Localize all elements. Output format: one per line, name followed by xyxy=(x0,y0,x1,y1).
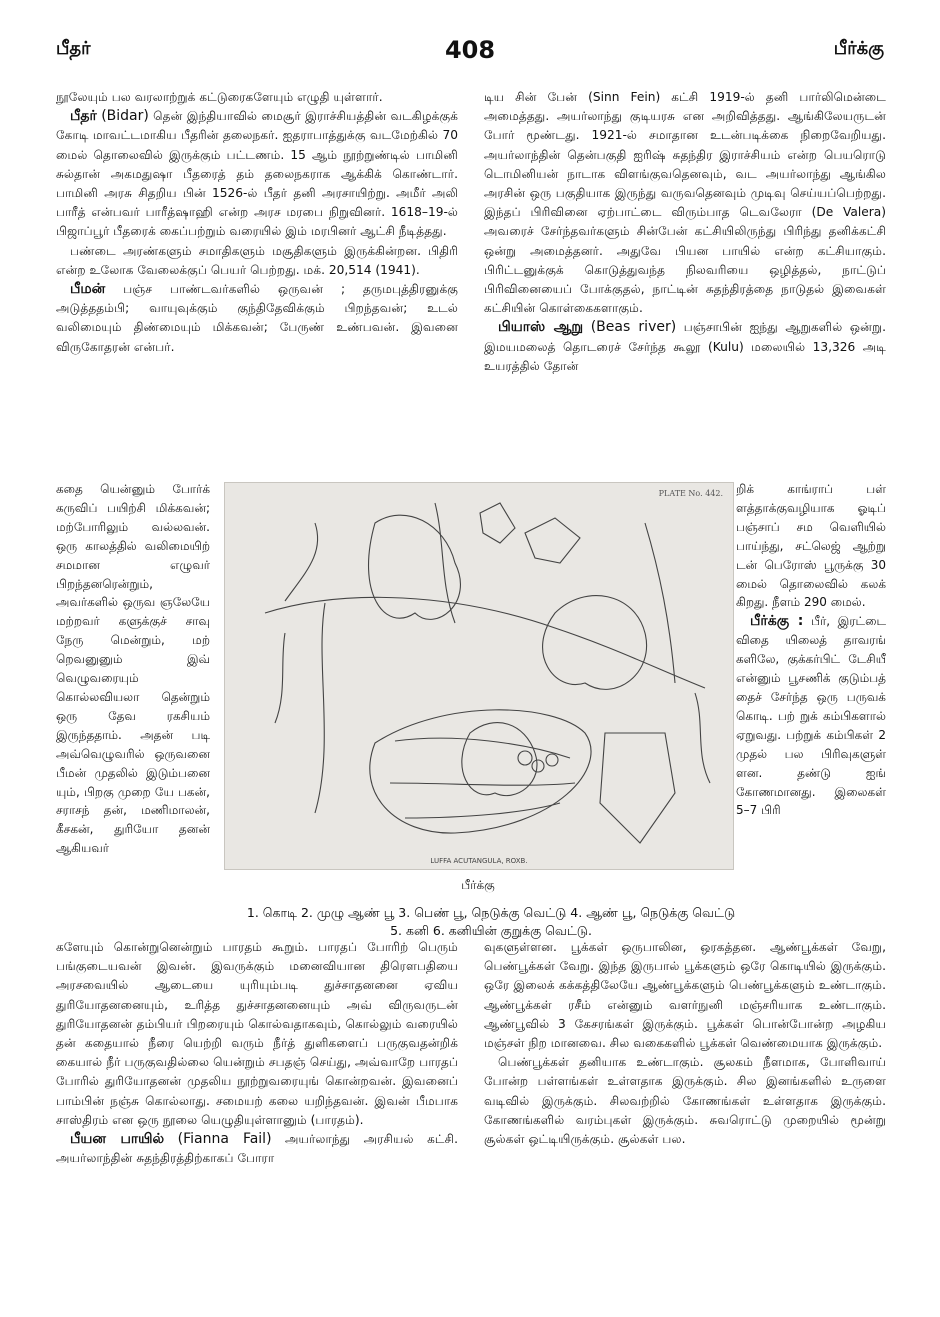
entry-bheeman-continued: களேயும் கொன்றுனென்றும் பாரதம் கூறும். பாரதப் போரிற் பெரும் பங்குடையவன் இவன். இவருக்கும் மனைவியான திரௌபதியை அரசவையில் ஆடையை யுரியும்படி துச்சாதனனை ஏவிய துரியோதனனையும், உரித்த துச்சாதனனையும் அவ் விருவருடன் துரியோதனன் தம்பியர் பிறரையும் கொல்வதாகவும், கொல்லும் வரையில் தன் கதையால் நீரை யெற்றி வரும் நீர்த் துளிகளைப் பருகுவதன்றிக் கையால் நீர் பருகுவதில்லை யென்றும் சபதஞ் செய்து, அவ்வாறே பாரதப் போரில் துரியோதனன் முதலிய நூற்றுவரையுங் கொன்றவன். இவனைப் பாம்பின் நஞ்சு கொல்லாது. சமையற் கலை யறிந்தவன். இவன் பீமபாக சாஸ்திரம் என ஒரு நூலை யெழுதியுள்ளானும் (பாரதம்). xyxy=(56,940,458,1127)
hanging-stem xyxy=(315,603,325,813)
headword-bidar: பீதர் xyxy=(70,108,97,125)
headword-peerkku: பீர்க்கு : xyxy=(750,613,804,630)
latin-bidar: (Bidar) xyxy=(101,108,149,125)
latin-beas: (Beas river) xyxy=(590,319,677,336)
latin-fianna: (Fianna Fail) xyxy=(177,1131,272,1148)
male-flower xyxy=(525,518,580,563)
entry-bidar xyxy=(56,107,458,241)
vine-stem xyxy=(265,597,705,688)
headword-bheeman: பீமன் xyxy=(70,281,106,298)
entry-beas-continued: றிக் காங்ராப் பள் ளத்தாக்குவழியாக ஓடிப் பஞ்சாப் சம வெளியில் பாய்ந்து, சட்லெஜ் ஆற்று டன் பெரோஸ் பூருக்கு 30 மைல் தொலைவில் கலக் கிறது. நீளம் 290 மைல். xyxy=(736,482,886,610)
tendril xyxy=(285,523,318,601)
young-fruit xyxy=(645,523,675,683)
figure-title: பீர்க்கு xyxy=(461,878,495,892)
left-column-top xyxy=(56,88,458,357)
luffa-illustration xyxy=(225,483,733,869)
entry-peerkku-text: பீர், இரட்டை விதை யிலைத் தாவரங் களிலே, குக்கர்பிட் டேசியீ என்னும் பூசணிக் குடும்பத் தைச் சேர்ந்த ஒரு பருவக் கொடி. பற் றுக் கம்பிகளால் ஏறுவது. பற்றுக் கம்பிகள் 2 முதல் பல பிரிவுகளுள் ளன. தண்டு ஐங் கோணமானது. இலைகள் 5–7 பிரி xyxy=(736,614,886,818)
entry-beas xyxy=(484,318,886,376)
plate-latin-name: LUFFA ACUTANGULA, ROXB. xyxy=(430,857,528,865)
left-column-bottom xyxy=(56,938,458,1168)
paragraph-continued: நூலேயும் பல வரலாற்றுக் கட்டுரைகளேயும் எழுதி யுள்ளார். xyxy=(56,90,383,104)
right-column-bottom xyxy=(484,938,886,1149)
page-number: 408 xyxy=(444,36,496,64)
fruit-section xyxy=(600,733,675,843)
entry-fianna xyxy=(56,1130,458,1168)
entry-fianna-text: அயர்லாந்து அரசியல் கட்சி. அயர்லாந்தின் சுதந்திரத்திற்காகப் போரா xyxy=(56,1132,458,1166)
flower-bud xyxy=(480,503,515,543)
entry-beas-text: பஞ்சாபின் ஐந்து ஆறுகளில் ஒன்று. இமயமலைத் தொடரைச் சேர்ந்த கூலூ (Kulu) மலையில் 13,326 அடி உயரத்தில் தோன் xyxy=(484,320,887,373)
entry-bheeman xyxy=(56,280,458,357)
entry-bheeman-text: பஞ்ச பாண்டவர்களில் ஒருவன் ; தருமபுத்திரனுக்கு அடுத்ததம்பி; வாயுவுக்கும் குந்திதேவிக்கும் பிறந்தவன்; உடல் வலிமையும் திண்மையும் மிக்கவன்; பேருண் உண்பவன். இவனை விருகோதரன் என்பர். xyxy=(56,282,459,354)
entry-peerkku xyxy=(736,612,886,820)
right-wrap-text xyxy=(736,480,886,820)
headword-fianna: பீயன பாயில் xyxy=(70,1131,165,1148)
entry-bidar-paragraph-2: பண்டை அரண்களும் சமாதிகளும் மசூதிகளும் இருக்கின்றன. பிதிரி என்ற உலோக வேலைக்குப் பெயர் பெற்றது. மக். 20,514 (1941). xyxy=(56,243,458,277)
figure-caption: 1. கொடி 2. முழு ஆண் பூ 3. பெண் பூ, நெடுக்கு வெட்டு 4. ஆண் பூ, நெடுக்கு வெட்டு 5. கனி 6. கனியின் குறுக்கு வெட்டு. xyxy=(246,905,736,938)
left-wrap-text: கதை யென்னும் போர்க் கருவிப் பயிற்சி மிக்கவன்; மற்போரிலும் வல்லவன். ஒரு காலத்தில் வலிமையிற் சமமான எழுவர் பிறந்தனரென்றும், அவர்களில் ஒருவ ஞலேயே மற்றவர் களுக்குச் சாவு நேரு மென்றும், மற் றெவனுனும் இவ் வெழுவரையும் கொல்லவியலா தென்றும் ஒரு தேவ ரகசியம் இருந்ததாம். அதன் படி அவ்வெழுவரில் ஒருவனை பீமன் முதலில் இடும்பனை யும், பிறகு முறை யே பகன், சராசந் தன், மணிமாலன், கீசகன், துரியோ தனன் ஆகியவர் xyxy=(56,482,210,856)
headword-beas: பியாஸ் ஆறு xyxy=(498,319,584,336)
plate-number-label: PLATE No. 442. xyxy=(658,489,723,498)
entry-peerkku-paragraph-2: பெண்பூக்கள் தனியாக உண்டாகும். சூலகம் நீளமாக, போளிவாய் போன்ற பள்ளங்கள் உள்ளதாக இருக்கும். சில இனங்களில் உருளை வடிவில் இருக்கும். சிலவற்றில் கோணங்கள் உள்ளதாக இருக்கும். கோணங்களில் வரம்புகள் இருக்கும். சுவரொட்டு முறையில் மூன்று சூல்கள் ஒட்டியிருக்கும். சூல்கள் பல. xyxy=(484,1055,886,1147)
entry-peerkku-continued: வுகளுள்ளன. பூக்கள் ஒருபாலின, ஒரகத்தன. ஆண்பூக்கள் வேறு, பெண்பூக்கள் வேறு. இந்த இருபால் பூக்களும் ஒரே கொடியில் இருக்கும். ஒரே இலைக் கக்கத்திலேயே ஆண்பூக்களும் பெண்பூக்களும் உண்டாகும். ஆண்பூக்கள் ரசீம் என்னும் வளர்நுனி மஞ்சரியாக உண்டாகும். ஆண்பூவில் 3 கேசரங்கள் இருக்கும். பூக்கள் பொன்போன்ற அழகிய மஞ்சள் நிற மானவை. சில வகைகளில் பூக்கள் வெண்மையாக இருக்கும். xyxy=(484,940,886,1051)
entry-fianna-continued: டிய சின் பேன் (Sinn Fein) கட்சி 1919-ல் தனி பார்லிமென்டை அமைத்தது. அயர்லாந்து குடியரசு என அறிவித்தது. ஆங்கிலேயருடன் போர் மூண்டது. 1921-ல் சமாதான உடன்படிக்கை நிறைவேறியது. அயர்லாந்தின் தென்பகுதி ஐரிஷ் சுதந்திர இராச்சியம் என்ற பெயரொடு டொமினியன் நாடாக விளங்குவதெனவும், வட அயர்லாந்து ஆங்கில அரசின் ஒரு பகுதியாக இருந்து வருவதெனவும் முடிவு செய்யப்பெற்றது. இந்தப் பிரிவினை ஏற்பாட்டை விரும்பாத டெவலேரா (De Valera) அவரைச் சேர்ந்தவர்களும் சின்பேன் கட்சியிலிருந்து பிரிந்து தனிக்கட்சி ஒன்று அமைத்தனர். அதுவே பியன பாயில் என்ற கட்சியாகும். பிரிட்டனுக்குக் கொடுத்துவந்த நிலவரியை ஒழித்தல், நாட்டுப் பிரிவினையைப் போக்குதல், நாட்டின் சுதந்திரத்தை நாடுதல் இவைகள் கட்சியின் கொள்கைகளாகும். xyxy=(484,90,886,316)
entry-bidar-text: தென் இந்தியாவில் மைசூர் இராச்சியத்தின் வடகிழக்குக் கோடி மாவட்டமாகிய பீதரின் தலைநகர். ஐதராபாத்துக்கு வடமேற்கில் 70 மைல் தொலைவில் இருக்கும் பட்டணம். 15 ஆம் நூற்றுண்டில் பாமினி சுல்தான் அகமதுஷா பீதரைத் தம் தலைநகராக ஆக்கிக் கொண்டார். பாமினி அரசு சிதறிய பின் 1526-ல் பீதர் தனி அரசாயிற்று. அமீர் அலி பாரீத் என்பவர் பாரீத்ஷாஹி என்ற அரச மரபை நிறுவினர். 1618–19-ல் பிஜாப்பூர் பீதரைக் கைப்பற்றும் வரையில் இம் மரபினர் ஆட்சி நீடித்தது. xyxy=(56,109,459,239)
botanical-plate xyxy=(224,482,734,870)
running-head-left: பீதர் xyxy=(56,38,91,59)
leaf xyxy=(369,515,461,619)
right-column-top xyxy=(484,88,886,376)
fruit xyxy=(370,710,591,833)
running-head-right: பீர்க்கு xyxy=(833,38,884,59)
